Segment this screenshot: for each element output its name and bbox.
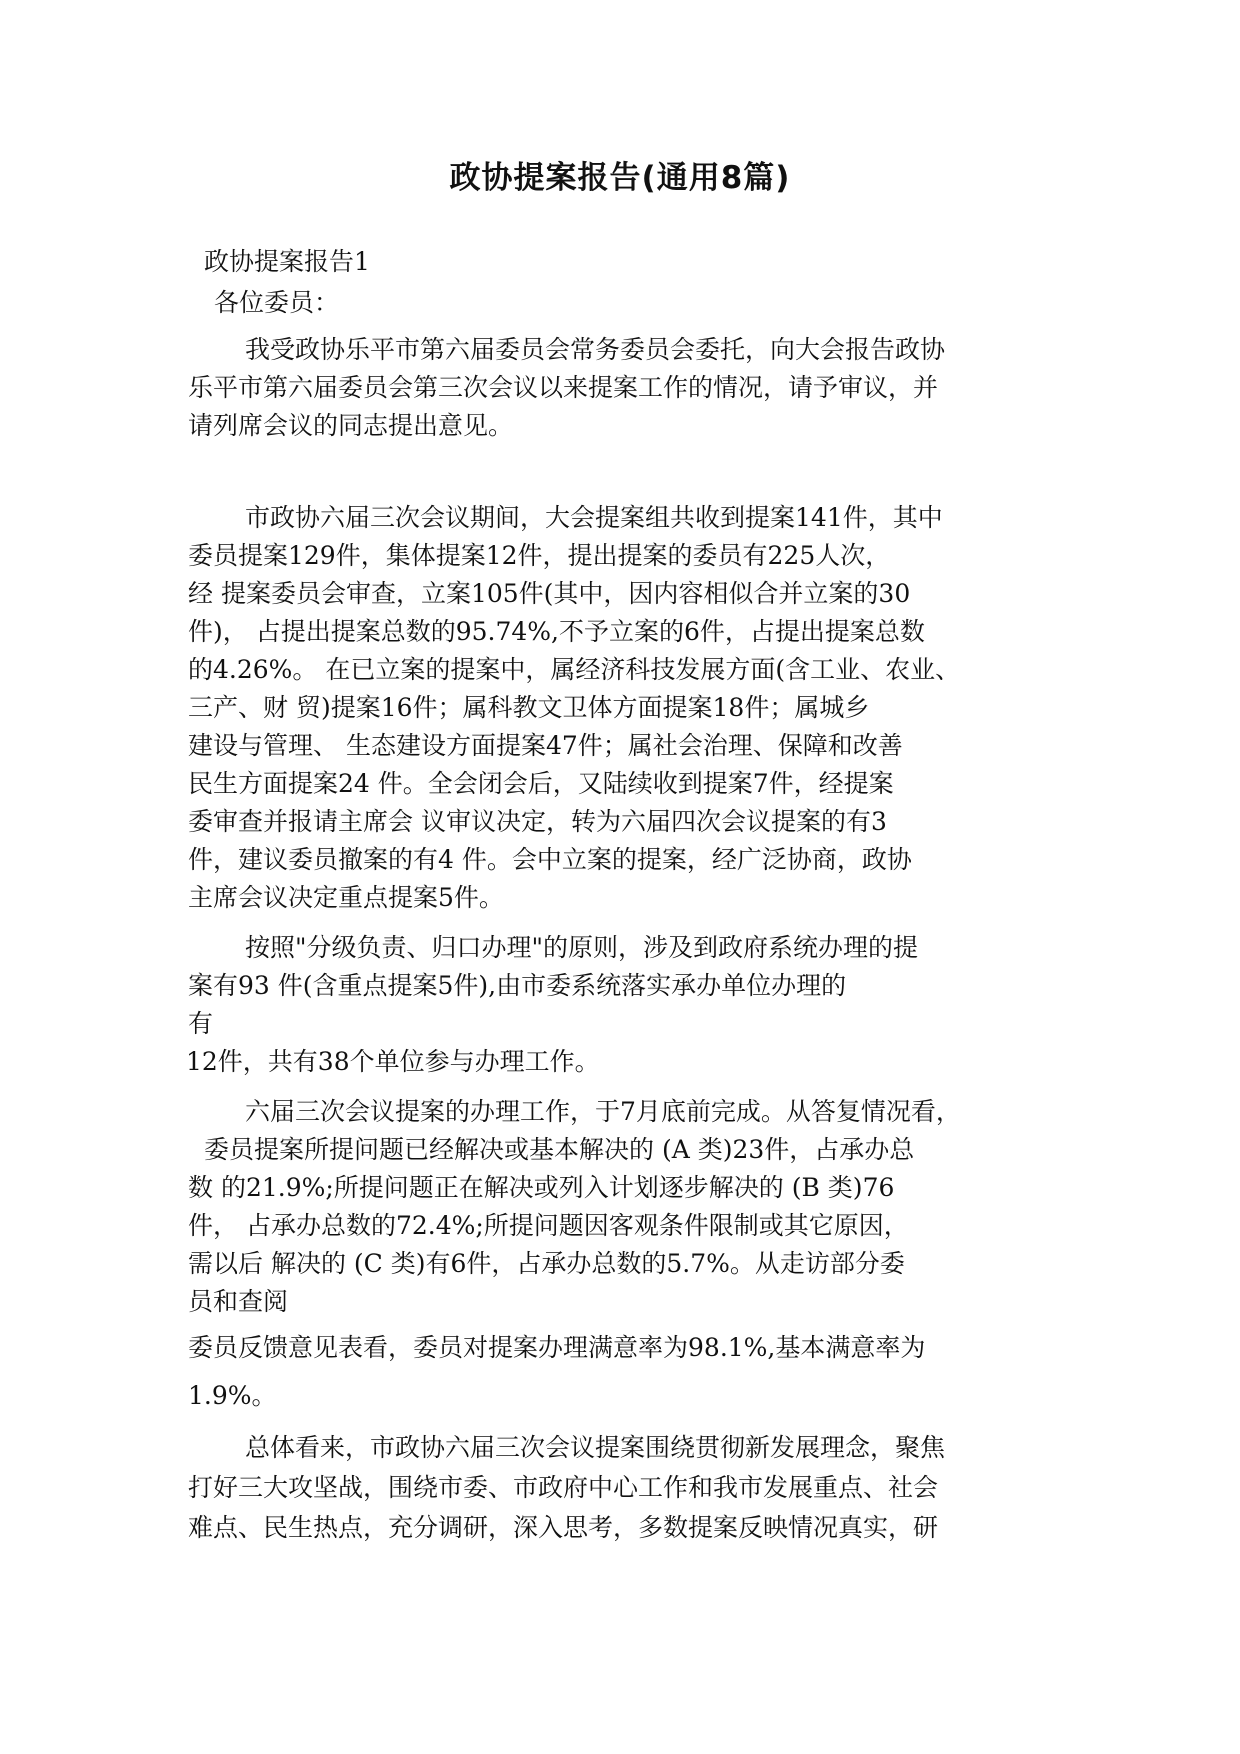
paragraph-line: 难点、民生热点，充分调研，深入思考，多数提案反映情况真实，研 xyxy=(188,1513,939,1542)
paragraph-line: 总体看来，市政协六届三次会议提案围绕贯彻新发展理念，聚焦 xyxy=(245,1433,946,1462)
paragraph-line: 三产、财 贸)提案16件；属科教文卫体方面提案18件；属城乡 xyxy=(188,693,870,722)
paragraph-line: 1.9%。 xyxy=(188,1381,277,1410)
paragraph-line: 按照"分级负责、归口办理"的原则，涉及到政府系统办理的提 xyxy=(245,933,919,962)
paragraph-line: 请列席会议的同志提出意见。 xyxy=(188,411,514,440)
paragraph-line: 12件，共有38个单位参与办理工作。 xyxy=(186,1047,600,1076)
paragraph-line: 六届三次会议提案的办理工作，于7月底前完成。从答复情况看， xyxy=(245,1097,961,1126)
document-title: 政协提案报告(通用8篇) xyxy=(449,160,791,196)
paragraph-line: 委员反馈意见表看，委员对提案办理满意率为98.1%,基本满意率为 xyxy=(188,1333,926,1362)
paragraph-line: 打好三大攻坚战，围绕市委、市政府中心工作和我市发展重点、社会 xyxy=(188,1473,939,1502)
paragraph-line: 建设与管理、 生态建设方面提案47件；属社会治理、保障和改善 xyxy=(188,731,903,760)
paragraph-line: 市政协六届三次会议期间，大会提案组共收到提案141件，其中 xyxy=(245,503,943,532)
paragraph-line: 案有93 件(含重点提案5件),由市委系统落实承办单位办理的 xyxy=(188,971,847,1000)
paragraph-line: 件，建议委员撤案的有4 件。会中立案的提案，经广泛协商，政协 xyxy=(188,845,912,874)
paragraph-line: 件， 占承办总数的72.4%;所提问题因客观条件限制或其它原因， xyxy=(188,1211,909,1240)
paragraph-line: 民生方面提案24 件。全会闭会后，又陆续收到提案7件，经提案 xyxy=(188,769,894,798)
paragraph-line: 主席会议决定重点提案5件。 xyxy=(188,883,504,912)
paragraph-line: 员和查阅 xyxy=(188,1287,289,1316)
section-heading: 政协提案报告1 xyxy=(204,247,370,276)
paragraph-line: 经 提案委员会审查，立案105件(其中，因内容相似合并立案的30 xyxy=(188,579,911,608)
paragraph-line: 我受政协乐平市第六届委员会常务委员会委托，向大会报告政协 xyxy=(245,335,946,364)
salutation: 各位委员： xyxy=(214,288,340,317)
paragraph-line: 乐平市第六届委员会第三次会议以来提案工作的情况，请予审议，并 xyxy=(188,373,939,402)
paragraph-line: 委员提案所提问题已经解决或基本解决的 (A 类)23件，占承办总 xyxy=(204,1135,915,1164)
paragraph-line: 委员提案129件，集体提案12件，提出提案的委员有225人次， xyxy=(188,541,891,570)
paragraph-line: 需以后 解决的 (C 类)有6件，占承办总数的5.7%。从走访部分委 xyxy=(188,1249,905,1278)
paragraph-line: 数 的21.9%;所提问题正在解决或列入计划逐步解决的 (B 类)76 xyxy=(188,1173,895,1202)
paragraph-line: 件)， 占提出提案总数的95.74%,不予立案的6件，占提出提案总数 xyxy=(188,617,925,646)
paragraph-line: 有 xyxy=(188,1009,214,1038)
paragraph-line: 委审查并报请主席会 议审议决定，转为六届四次会议提案的有3 xyxy=(188,807,887,836)
paragraph-line: 的4.26%。 在已立案的提案中，属经济科技发展方面(含工业、农业、 xyxy=(188,655,961,684)
